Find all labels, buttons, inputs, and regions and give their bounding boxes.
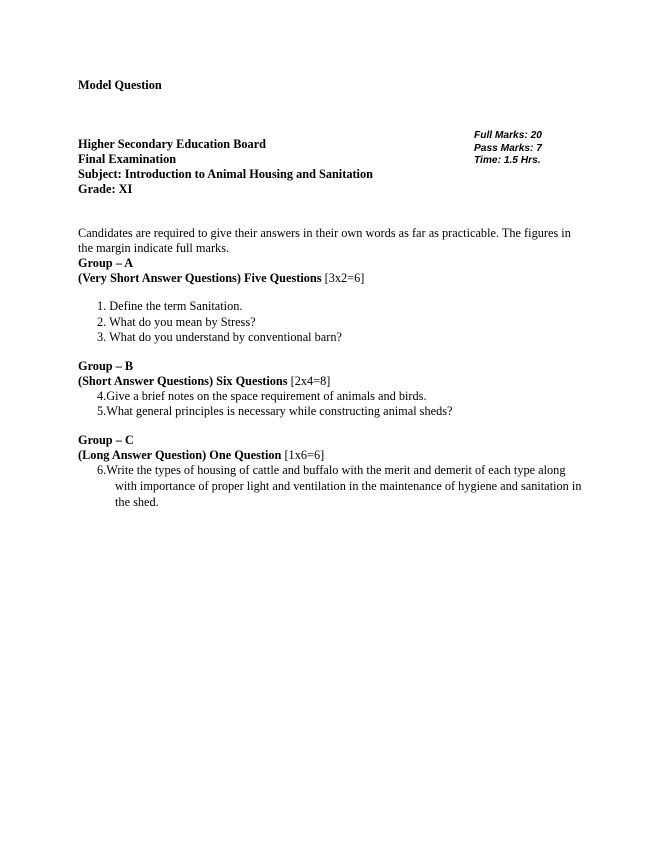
instructions-text: Candidates are required to give their answers in their own words as far as practicable. The figures in the margin indicate full marks. [78,226,571,255]
question-6: 6.Write the types of housing of cattle and buffalo with the merit and demerit of each type along with importance of proper light and ventilation in the maintenance of hygiene and sanitation in the shed. [97,463,582,509]
group-a-marks: [3x2=6] [321,271,365,285]
model-question-title: Model Question [78,78,162,92]
time-allowed: Time: 1.5 Hrs. [474,155,541,166]
group-b-title: Group – B [78,359,134,373]
group-a-subtitle-text: (Very Short Answer Questions) Five Questions [78,271,322,285]
group-b-subtitle-text: (Short Answer Questions) Six Questions [78,374,288,388]
group-c-title: Group – C [78,433,134,447]
group-b-marks: [2x4=8] [287,374,331,388]
question-3: 3. What do you understand by conventional barn? [97,330,342,344]
question-4: 4.Give a brief notes on the space requirement of animals and birds. [97,389,427,403]
question-6-block [97,462,587,510]
question-1: 1. Define the term Sanitation. [97,299,243,313]
full-marks: Full Marks: 20 [474,130,542,141]
group-c-marks: [1x6=6] [281,448,325,462]
exam-name: Final Examination [78,152,177,166]
group-c-subtitle-text: (Long Answer Question) One Question [78,448,282,462]
question-5: 5.What general principles is necessary while constructing animal sheds? [97,404,453,418]
group-c-subtitle [78,448,324,463]
subject-line: Subject: Introduction to Animal Housing and Sanitation [78,167,373,181]
pass-marks: Pass Marks: 7 [474,142,542,154]
group-a-subtitle [78,271,364,286]
marks-box [474,130,542,168]
group-b-subtitle [78,374,330,389]
board-name: Higher Secondary Education Board [78,137,267,151]
question-2: 2. What do you mean by Stress? [97,315,256,329]
group-a-title: Group – A [78,256,134,270]
grade-line: Grade: XI [78,182,133,196]
